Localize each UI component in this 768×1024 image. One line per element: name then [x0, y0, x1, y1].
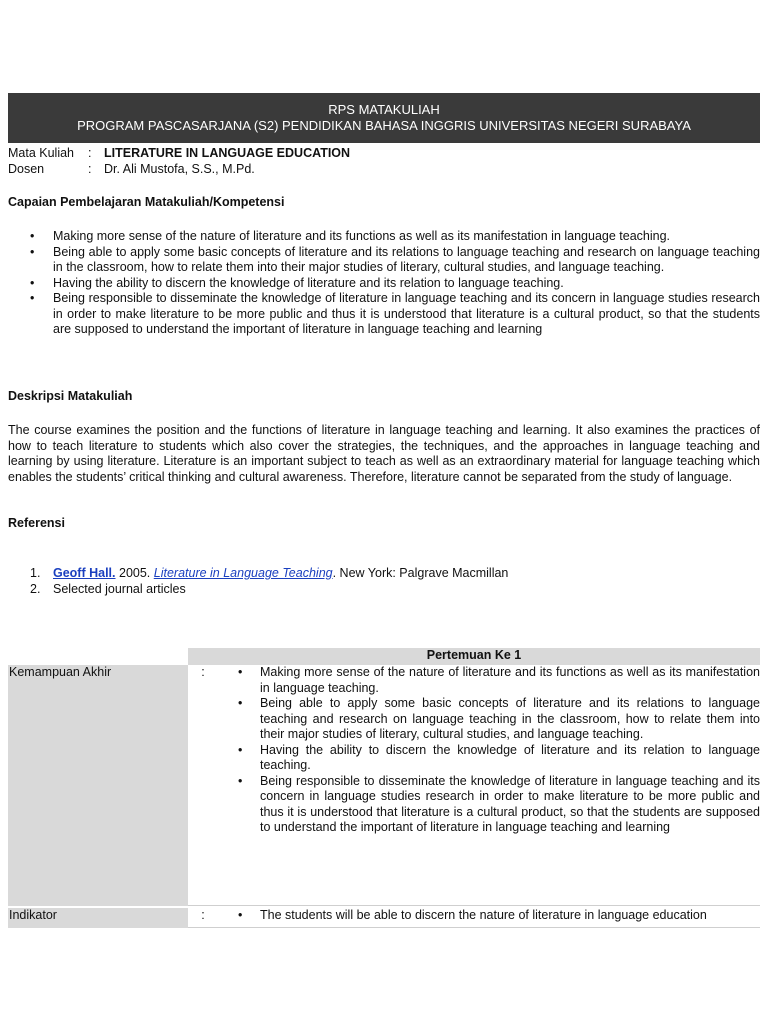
meeting-heading: Pertemuan Ke 1 [188, 648, 760, 665]
reference-text: Selected journal articles [53, 581, 186, 596]
final-ability-row [8, 665, 760, 906]
references-list-wrap [8, 566, 760, 597]
course-value: LITERATURE IN LANGUAGE EDUCATION [104, 146, 351, 160]
final-ability-item: • Having the ability to discern the knowledge of literature and its relation to language teaching. [218, 743, 760, 774]
reference-item [8, 566, 760, 582]
final-ability-item: • Being responsible to disseminate the knowledge of literature in language teaching and its concern in language studies research in order to make literature to be more public and thus it is understood that literature is a cultural product, so that the students are supposed to understand the important of literature in language teaching and learning [218, 774, 760, 836]
outcomes-list-wrap [8, 229, 760, 338]
indicator-item: • The students will be able to discern the nature of literature in language education [218, 908, 760, 924]
outcome-item: • Being responsible to disseminate the knowledge of literature in language teaching and its concern in language studies research in order to make literature to be more public and thus it is understood that literature is a cultural product, so that the students are supposed to understand the important of literature in language teaching and learning [8, 291, 760, 338]
reference-number: 1. [30, 566, 41, 580]
course-label: Mata Kuliah [8, 146, 75, 160]
lecturer-colon: : [88, 162, 92, 176]
course-colon: : [88, 146, 92, 160]
reference-publisher: . New York: Palgrave Macmillan [332, 566, 509, 580]
outcome-item: • Making more sense of the nature of literature and its functions as well as its manifestation in language teaching. [8, 229, 760, 245]
reference-title-link[interactable]: Literature in Language Teaching [153, 566, 333, 580]
indicator-list [218, 908, 760, 924]
indicator-colon: : [188, 908, 218, 928]
meeting-table [8, 648, 760, 928]
final-ability-body [218, 665, 760, 906]
final-ability-label: Kemampuan Akhir [8, 665, 188, 906]
references-title: Referensi [8, 516, 65, 530]
reference-year: 2005. [115, 566, 154, 580]
course-row [8, 146, 760, 162]
reference-number: 2. [30, 581, 41, 596]
outcome-item: • Having the ability to discern the knowledge of literature and its relation to language teaching. [8, 276, 760, 292]
description-title: Deskripsi Matakuliah [8, 389, 133, 403]
header-subtitle: PROGRAM PASCASARJANA (S2) PENDIDIKAN BAHASA INGGRIS UNIVERSITAS NEGERI SURABAYA [77, 118, 691, 133]
lecturer-label: Dosen [8, 162, 45, 176]
references-list [8, 566, 760, 597]
final-ability-item: • Making more sense of the nature of literature and its functions as well as its manifestation in language teaching. [218, 665, 760, 696]
reference-author-link[interactable]: Geoff Hall. [53, 566, 116, 580]
final-ability-colon: : [188, 665, 218, 906]
indicator-body [218, 908, 760, 928]
outcome-item: • Being able to apply some basic concepts of literature and its relations to language teaching and research on language teaching in the classroom, how to relate them into their major studies of literary, cultural studies, and language teaching. [8, 245, 760, 276]
header-title: RPS MATAKULIAH [328, 102, 440, 117]
lecturer-value: Dr. Ali Mustofa, S.S., M.Pd. [104, 162, 255, 176]
outcomes-list [8, 229, 760, 338]
final-ability-item: • Being able to apply some basic concepts of literature and its relations to language teaching and research on language teaching in the classroom, how to relate them into their major studies of literary, cultural studies, and language teaching. [218, 696, 760, 743]
lecturer-row [8, 162, 760, 178]
indicator-row [8, 908, 760, 928]
outcomes-title: Capaian Pembelajaran Matakuliah/Kompetensi [8, 195, 285, 209]
description-text: The course examines the position and the functions of literature in language teaching and learning. It also examines the practices of how to teach literature to students which also cover the strategies, the techniques, and the approaches in language teaching and learning by using literature. Literature is an important subject to teach as well as an extraordinary material for language teaching which enables the students’ critical thinking and cultural awareness. Therefore, literature cannot be separated from the study of language. [8, 423, 760, 484]
reference-item [8, 582, 760, 598]
document-header [8, 93, 760, 143]
final-ability-list [218, 665, 760, 836]
indicator-label: Indikator [8, 908, 188, 928]
